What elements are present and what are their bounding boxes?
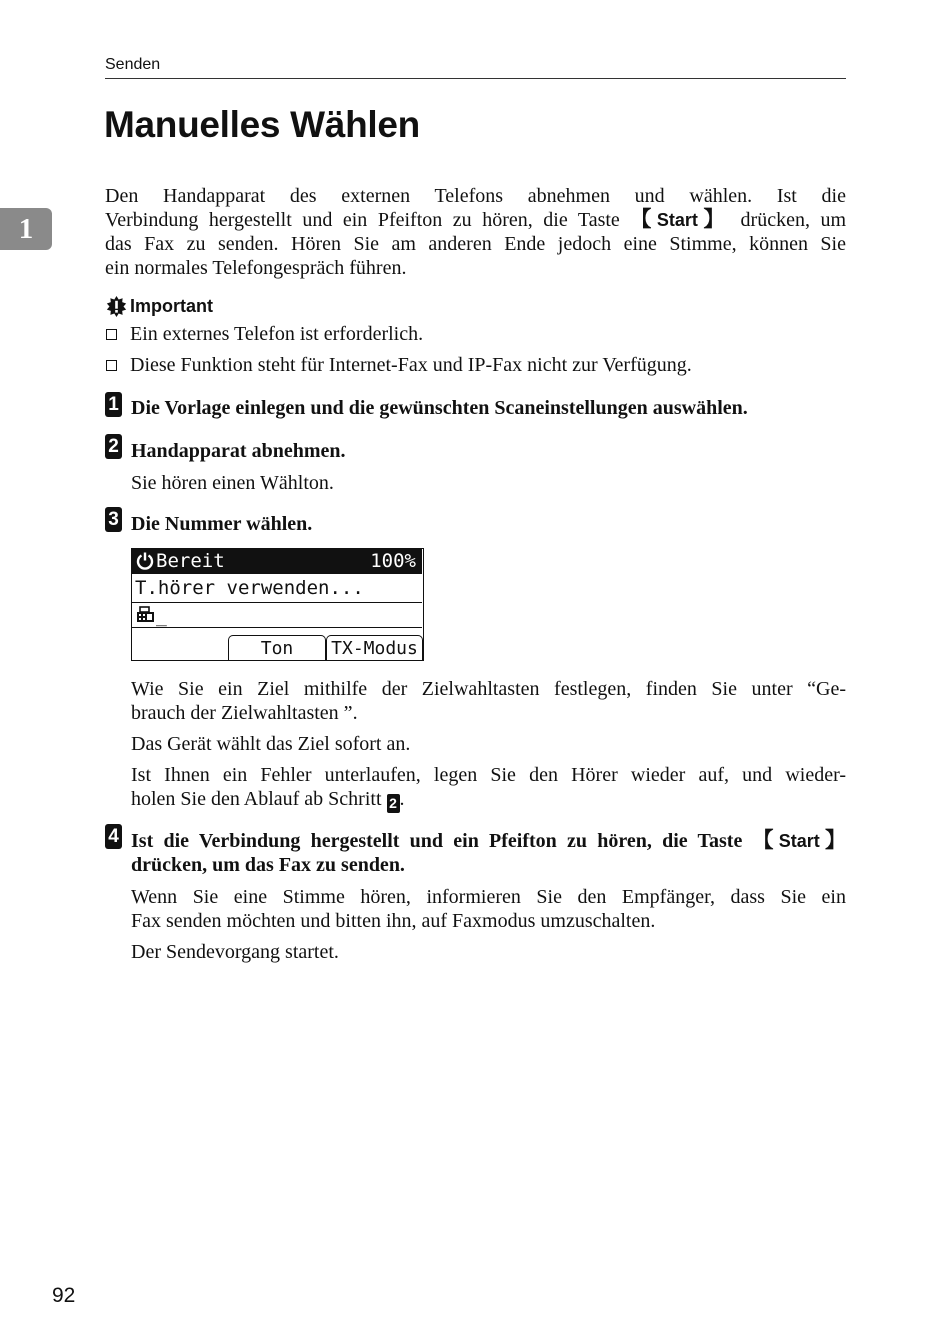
page-number: 92	[52, 1284, 76, 1307]
checkbox-icon	[106, 360, 117, 371]
intro-line-1: Den Handapparat des externen Telefons abnehmen und wählen. Ist die	[105, 185, 846, 207]
step-4-title: Ist die Verbindung hergestellt und ein Pfeifton zu hören, die Taste 【Start】 drücken, um das Fax zu senden.	[131, 829, 846, 876]
step-3-note-1: Wie Sie ein Ziel mithilfe der Zielwahltasten festlegen, finden Sie unter “Ge- brauch der Zielwahltasten ”.	[131, 678, 846, 724]
step-4-note-1: Wenn Sie eine Stimme hören, informieren Sie den Empfänger, dass Sie ein Fax senden möchten und bitten ihn, auf Faxmodus umzuschalten.	[131, 886, 846, 932]
fax-icon	[136, 606, 156, 624]
intro-paragraph	[105, 184, 846, 280]
step-3-note-3: Ist Ihnen ein Fehler unterlaufen, legen Sie den Hörer wieder auf, und wieder- holen Sie den Ablauf ab Schritt 2 .	[131, 764, 846, 811]
lcd-message: T.hörer verwenden...	[135, 577, 364, 599]
important-item-1: Ein externes Telefon ist erforderlich.	[106, 323, 423, 346]
step-3-note-2: Das Gerät wählt das Ziel sofort an.	[131, 733, 411, 755]
step-1-badge: 1	[105, 392, 122, 417]
intro-line-3: das Fax zu senden. Hören Sie am anderen Ende jedoch eine Stimme, können Sie	[105, 233, 846, 255]
step-3-title: Die Nummer wählen.	[131, 513, 313, 535]
step-2-title: Handapparat abnehmen.	[131, 440, 346, 462]
important-item-2: Diese Funktion steht für Internet-Fax und IP-Fax nicht zur Verfügung.	[106, 354, 692, 377]
lcd-cursor: _	[156, 606, 167, 627]
power-icon	[136, 552, 154, 570]
start-key: 【Start】	[630, 208, 730, 231]
step-2-note: Sie hören einen Wählton.	[131, 472, 334, 494]
lcd-status-bar	[132, 549, 422, 574]
lcd-input-field	[132, 602, 422, 628]
step-1-title: Die Vorlage einlegen und die gewünschten Scaneinstellungen auswählen.	[131, 397, 748, 419]
page-title: Manuelles Wählen	[104, 104, 420, 145]
intro-line-4: ein normales Telefongespräch führen.	[105, 257, 407, 279]
lcd-button-ton[interactable]: Ton	[228, 635, 326, 661]
step-4-badge: 4	[105, 824, 122, 849]
lcd-panel	[131, 548, 424, 661]
running-header: Senden	[105, 56, 161, 73]
header-rule	[105, 78, 846, 79]
step-2-badge: 2	[105, 434, 122, 459]
step-reference-badge[interactable]: 2	[387, 794, 400, 813]
important-title: Important	[130, 296, 213, 316]
lcd-button-tx-modus[interactable]: TX-Modus	[326, 635, 423, 661]
step-4-note-2: Der Sendevorgang startet.	[131, 941, 339, 963]
checkbox-icon	[106, 329, 117, 340]
important-heading	[106, 296, 213, 317]
start-key: 【Start】	[752, 829, 846, 852]
step-3-badge: 3	[105, 507, 122, 532]
lcd-status: Bereit	[156, 550, 225, 572]
lcd-percent: 100%	[370, 550, 416, 572]
intro-line-2: Verbindung hergestellt und ein Pfeifton zu hören, die Taste 【Start】 drücken, um	[105, 208, 847, 231]
important-icon	[106, 296, 127, 317]
chapter-tab: 1	[0, 208, 52, 250]
